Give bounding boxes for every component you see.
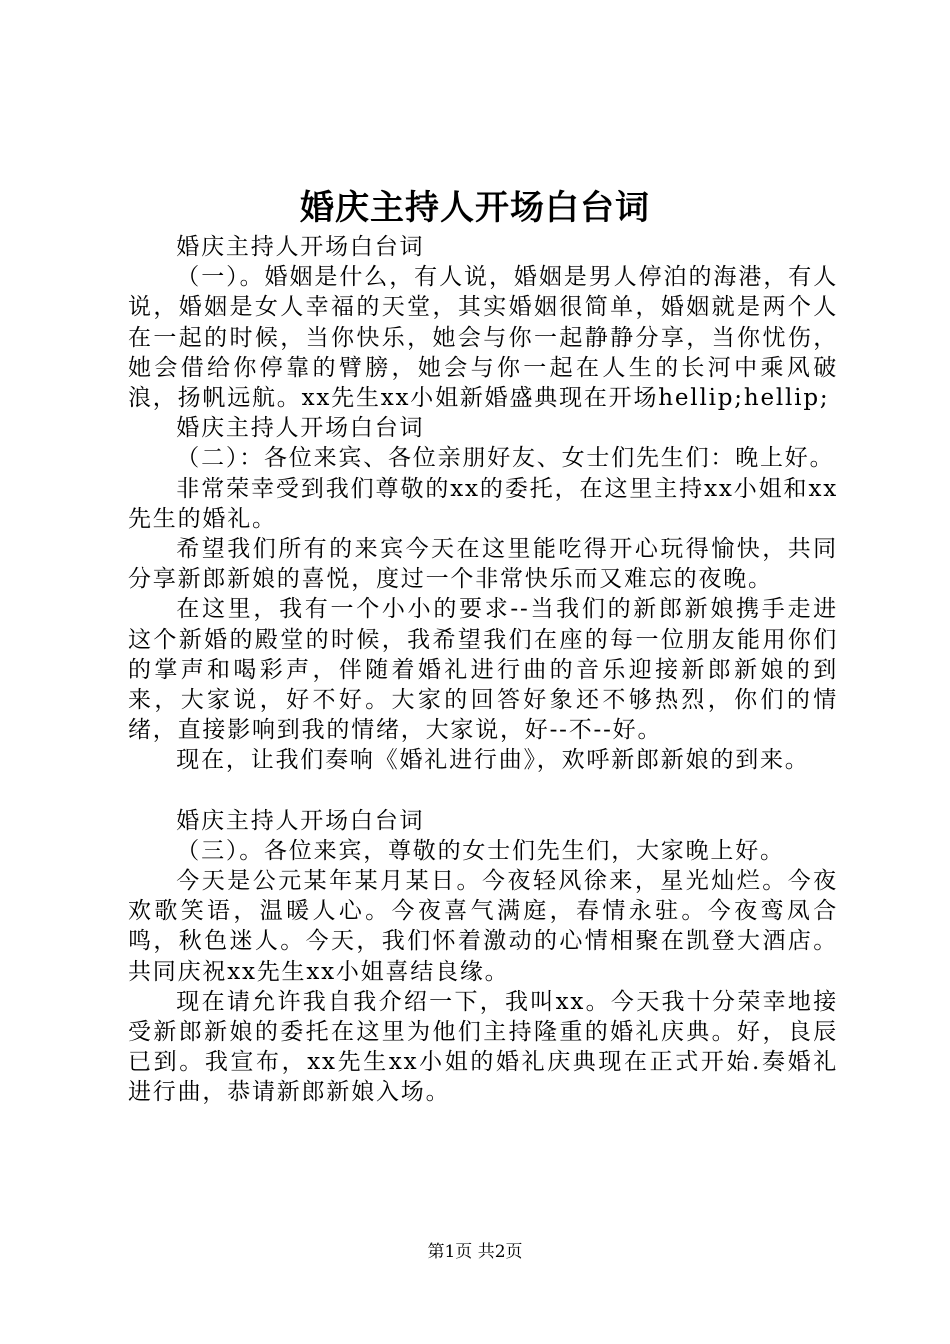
- paragraph: 在这里，我有一个小小的要求--当我们的新郎新娘携手走进这个新婚的殿堂的时候，我希望我们在座的每一位朋友能用你们的掌声和喝彩声，伴随着婚礼进行曲的音乐迎接新郎新娘的到来，大家说，好不好。大家的回答好象还不够热烈，你们的情绪，直接影响到我的情绪，大家说，好--不--好。: [128, 596, 838, 744]
- section-heading-1: 婚庆主持人开场白台词: [176, 234, 425, 260]
- paragraph: （三）。各位来宾，尊敬的女士们先生们，大家晚上好。: [176, 837, 785, 864]
- paragraph: 希望我们所有的来宾今天在这里能吃得开心玩得愉快，共同分享新郎新娘的喜悦，度过一个非常快乐而又难忘的夜晚。: [128, 536, 838, 593]
- paragraph: （二）：各位来宾、各位亲朋好友、女士们先生们：晚上好。: [176, 445, 835, 472]
- document-title: 婚庆主持人开场白台词: [300, 188, 650, 228]
- document-body: [128, 232, 838, 1108]
- paragraph: 现在，让我们奏响《婚礼进行曲》，欢呼新郎新娘的到来。: [176, 747, 810, 774]
- page-footer: 第1页 共2页: [427, 1242, 523, 1262]
- paragraph: 非常荣幸受到我们尊敬的xx的委托，在这里主持xx小姐和xx先生的婚礼。: [128, 475, 838, 532]
- blank-line: [128, 776, 838, 806]
- paragraph: （一）。婚姻是什么，有人说，婚姻是男人停泊的海港，有人说，婚姻是女人幸福的天堂，其实婚姻很简单，婚姻就是两个人在一起的时候，当你快乐，她会与你一起静静分享，当你忧伤，她会借给你停靠的臂膀，她会与你一起在人生的长河中乘风破浪，扬帆远航。xx先生xx小姐新婚盛典现在开场hellip;hellip;: [128, 264, 838, 412]
- section-heading-3: 婚庆主持人开场白台词: [176, 807, 425, 834]
- paragraph: 今天是公元某年某月某日。今夜轻风徐来，星光灿烂。今夜欢歌笑语，温暖人心。今夜喜气满庭，春情永驻。今夜鸾凤合鸣，秋色迷人。今天，我们怀着激动的心情相聚在凯登大酒店。共同庆祝xx先生xx小姐喜结良缘。: [128, 868, 838, 985]
- paragraph: 现在请允许我自我介绍一下，我叫xx。今天我十分荣幸地接受新郎新娘的委托在这里为他们主持隆重的婚礼庆典。好，良辰已到。我宣布，xx先生xx小姐的婚礼庆典现在正式开始.奏婚礼进行曲，恭请新郎新娘入场。: [128, 988, 838, 1106]
- section-heading-2: 婚庆主持人开场白台词: [176, 415, 425, 442]
